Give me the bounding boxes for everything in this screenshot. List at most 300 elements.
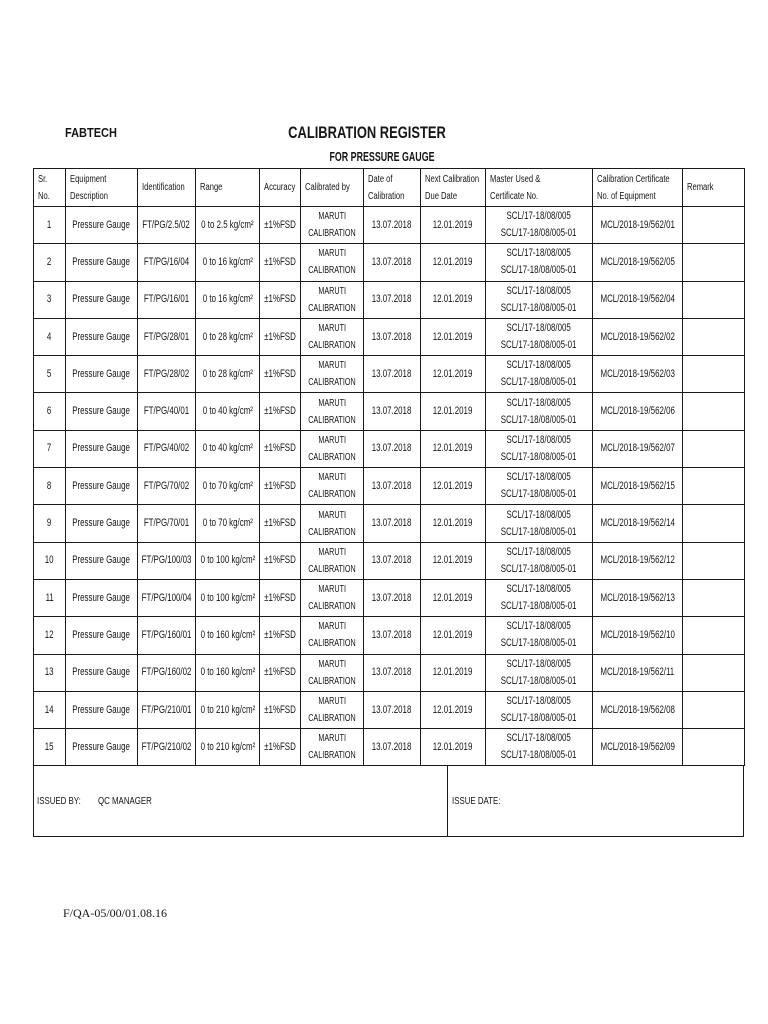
cell-text: 12.01.2019 (433, 255, 473, 268)
cell-calibrated-by (301, 729, 364, 766)
cell-calibrated-by (301, 468, 364, 505)
cell-text: MCL/2018-19/562/03 (600, 367, 675, 380)
cell-text: 13.07.2018 (372, 218, 412, 231)
cell-equipment-description (66, 691, 138, 728)
cell-date-of-calibration (364, 468, 421, 505)
cell-text: 12.01.2019 (433, 740, 473, 753)
cell-text: SCL/17-18/08/005 (506, 359, 572, 372)
form-code: F/QA-05/00/01.08.16 (63, 906, 168, 920)
cell-sr-no (34, 356, 66, 393)
cell-text: SCL/17-18/08/005-01 (501, 339, 577, 352)
cell-text: MARUTI (318, 248, 346, 260)
cell-text: 0 to 160 kg/cm² (200, 666, 255, 679)
cell-sr-no (34, 617, 66, 654)
cell-text: FT/PG/40/01 (143, 405, 190, 418)
cell-calibrated-by (301, 691, 364, 728)
cell-remark (683, 393, 745, 430)
cell-accuracy (260, 244, 301, 281)
cell-text: 0 to 40 kg/cm² (202, 442, 253, 455)
cell-next-calibration-due-date (421, 356, 486, 393)
cell-text: FT/PG/210/01 (141, 703, 192, 716)
cell-text: 12.01.2019 (433, 405, 473, 418)
cell-equipment-description (66, 729, 138, 766)
cell-remark (683, 244, 745, 281)
cell-text: 13.07.2018 (372, 703, 412, 716)
cell-identification (138, 393, 196, 430)
cell-sr-no (34, 468, 66, 505)
column-header-calibration-certificate-no (593, 169, 683, 207)
cell-text: Pressure Gauge (72, 218, 131, 231)
cell-date-of-calibration (364, 654, 421, 691)
document-title: CALIBRATION REGISTER (288, 123, 446, 142)
cell-calibration-certificate-no (593, 356, 683, 393)
cell-sr-no (34, 505, 66, 542)
cell-text: FT/PG/70/02 (143, 479, 190, 492)
cell-text: SCL/17-18/08/005-01 (501, 525, 577, 538)
cell-text: 13 (45, 666, 54, 679)
cell-text: 12.01.2019 (433, 293, 473, 306)
cell-text: SCL/17-18/08/005-01 (501, 301, 577, 314)
column-header-text: Equipment (70, 173, 107, 185)
cell-text: CALIBRATION (308, 228, 356, 240)
issue-footer (33, 766, 744, 837)
cell-date-of-calibration (364, 318, 421, 355)
column-header-text: Master Used & (490, 173, 541, 185)
cell-text: 6 (47, 405, 52, 418)
cell-text: CALIBRATION (308, 638, 356, 650)
cell-identification (138, 430, 196, 467)
cell-text: Pressure Gauge (72, 703, 131, 716)
cell-text: MCL/2018-19/562/01 (600, 218, 675, 231)
column-header-remark (683, 169, 745, 207)
cell-text: SCL/17-18/08/005-01 (501, 376, 577, 389)
cell-text: MARUTI (318, 472, 346, 484)
cell-equipment-description (66, 617, 138, 654)
cell-next-calibration-due-date (421, 654, 486, 691)
cell-text: 12.01.2019 (433, 517, 473, 530)
cell-text: 13.07.2018 (372, 740, 412, 753)
cell-master-used-certificate-no (486, 207, 593, 244)
table-row (34, 579, 745, 616)
cell-calibrated-by (301, 356, 364, 393)
cell-text: MARUTI (318, 546, 346, 558)
cell-text: FT/PG/70/01 (143, 517, 190, 530)
cell-calibrated-by (301, 617, 364, 654)
header-row (34, 169, 745, 207)
cell-text: FT/PG/16/04 (143, 255, 190, 268)
cell-text: 13.07.2018 (372, 628, 412, 641)
cell-text: ±1%FSD (264, 442, 296, 455)
cell-text: SCL/17-18/08/005 (506, 657, 572, 670)
cell-text: ±1%FSD (264, 554, 296, 567)
cell-date-of-calibration (364, 356, 421, 393)
cell-text: CALIBRATION (308, 713, 356, 724)
cell-equipment-description (66, 393, 138, 430)
cell-master-used-certificate-no (486, 318, 593, 355)
cell-text: MCL/2018-19/562/13 (600, 591, 675, 604)
cell-identification (138, 356, 196, 393)
cell-equipment-description (66, 505, 138, 542)
cell-calibrated-by (301, 318, 364, 355)
cell-text: CALIBRATION (308, 526, 356, 538)
cell-calibration-certificate-no (593, 281, 683, 318)
cell-remark (683, 318, 745, 355)
cell-text: CALIBRATION (308, 451, 356, 463)
column-header-text: Description (70, 190, 109, 202)
cell-text: ±1%FSD (264, 330, 296, 343)
cell-text: 13.07.2018 (372, 554, 412, 567)
cell-accuracy (260, 579, 301, 616)
cell-text: 12 (45, 628, 54, 641)
cell-date-of-calibration (364, 505, 421, 542)
cell-text: Pressure Gauge (72, 740, 131, 753)
table-row (34, 207, 745, 244)
cell-text: SCL/17-18/08/005 (506, 396, 572, 409)
cell-calibrated-by (301, 430, 364, 467)
cell-next-calibration-due-date (421, 430, 486, 467)
cell-text: 9 (47, 517, 52, 530)
cell-date-of-calibration (364, 281, 421, 318)
cell-master-used-certificate-no (486, 579, 593, 616)
cell-next-calibration-due-date (421, 617, 486, 654)
cell-text: MARUTI (318, 696, 346, 707)
cell-text: 3 (47, 293, 52, 306)
cell-calibration-certificate-no (593, 729, 683, 766)
cell-remark (683, 729, 745, 766)
cell-text: 12.01.2019 (433, 442, 473, 455)
cell-remark (683, 579, 745, 616)
cell-equipment-description (66, 579, 138, 616)
cell-text: SCL/17-18/08/005 (506, 322, 572, 335)
cell-text: MARUTI (318, 211, 346, 223)
cell-range (196, 468, 260, 505)
cell-text: 15 (45, 740, 54, 753)
cell-text: ±1%FSD (264, 255, 296, 268)
cell-text: 8 (47, 479, 52, 492)
cell-range (196, 393, 260, 430)
cell-remark (683, 356, 745, 393)
cell-master-used-certificate-no (486, 505, 593, 542)
column-header-text: Identification (142, 182, 185, 193)
cell-date-of-calibration (364, 617, 421, 654)
cell-next-calibration-due-date (421, 468, 486, 505)
cell-text: MARUTI (318, 434, 346, 446)
cell-text: Pressure Gauge (72, 367, 131, 380)
cell-calibration-certificate-no (593, 579, 683, 616)
cell-text: CALIBRATION (308, 265, 356, 277)
table-row (34, 356, 745, 393)
column-header-range (196, 169, 260, 207)
cell-text: 12.01.2019 (433, 330, 473, 343)
cell-text: FT/PG/100/03 (141, 554, 192, 567)
cell-date-of-calibration (364, 430, 421, 467)
cell-master-used-certificate-no (486, 691, 593, 728)
cell-next-calibration-due-date (421, 729, 486, 766)
cell-text: ±1%FSD (264, 666, 296, 679)
cell-identification (138, 468, 196, 505)
cell-text: ±1%FSD (264, 218, 296, 231)
cell-text: ±1%FSD (264, 703, 296, 716)
table-row (34, 617, 745, 654)
column-header-text: Certificate No. (490, 190, 539, 202)
cell-text: SCL/17-18/08/005 (506, 284, 572, 297)
cell-calibration-certificate-no (593, 617, 683, 654)
cell-text: SCL/17-18/08/005-01 (501, 450, 577, 463)
cell-equipment-description (66, 281, 138, 318)
cell-master-used-certificate-no (486, 729, 593, 766)
cell-sr-no (34, 393, 66, 430)
cell-date-of-calibration (364, 244, 421, 281)
cell-text: ±1%FSD (264, 591, 296, 604)
cell-text: SCL/17-18/08/005 (506, 695, 572, 707)
cell-text: 0 to 100 kg/cm² (200, 591, 255, 604)
cell-text: MARUTI (318, 584, 346, 596)
table-row (34, 393, 745, 430)
column-header-text: Calibration (368, 190, 405, 202)
cell-text: 7 (47, 442, 52, 455)
cell-text: 2 (47, 255, 52, 268)
cell-text: SCL/17-18/08/005-01 (501, 413, 577, 426)
cell-text: MARUTI (318, 323, 346, 335)
cell-text: MCL/2018-19/562/08 (600, 703, 675, 716)
cell-sr-no (34, 207, 66, 244)
cell-accuracy (260, 318, 301, 355)
cell-text: Pressure Gauge (72, 591, 131, 604)
cell-next-calibration-due-date (421, 505, 486, 542)
cell-text: MARUTI (318, 285, 346, 297)
cell-text: 12.01.2019 (433, 218, 473, 231)
cell-accuracy (260, 281, 301, 318)
column-header-text: Next Calibration (425, 173, 480, 185)
cell-text: SCL/17-18/08/005-01 (501, 749, 577, 762)
cell-text: SCL/17-18/08/005 (506, 508, 572, 521)
cell-text: ±1%FSD (264, 628, 296, 641)
issue-date-label: ISSUE DATE: (452, 795, 501, 808)
cell-sr-no (34, 579, 66, 616)
cell-text: FT/PG/160/02 (141, 666, 192, 679)
table-row (34, 281, 745, 318)
cell-text: ±1%FSD (264, 367, 296, 380)
cell-equipment-description (66, 244, 138, 281)
calibration-register (33, 168, 744, 837)
cell-next-calibration-due-date (421, 393, 486, 430)
cell-equipment-description (66, 542, 138, 579)
cell-range (196, 318, 260, 355)
cell-calibrated-by (301, 244, 364, 281)
cell-remark (683, 430, 745, 467)
cell-text: MCL/2018-19/562/10 (600, 628, 675, 641)
cell-calibration-certificate-no (593, 691, 683, 728)
cell-equipment-description (66, 468, 138, 505)
cell-text: Pressure Gauge (72, 442, 131, 455)
cell-text: Pressure Gauge (72, 293, 131, 306)
cell-text: 0 to 160 kg/cm² (200, 628, 255, 641)
cell-sr-no (34, 691, 66, 728)
cell-master-used-certificate-no (486, 356, 593, 393)
cell-calibration-certificate-no (593, 244, 683, 281)
cell-range (196, 579, 260, 616)
cell-text: 12.01.2019 (433, 367, 473, 380)
cell-range (196, 542, 260, 579)
cell-text: ±1%FSD (264, 479, 296, 492)
cell-master-used-certificate-no (486, 617, 593, 654)
cell-master-used-certificate-no (486, 654, 593, 691)
cell-text: MCL/2018-19/562/06 (600, 405, 675, 418)
cell-text: SCL/17-18/08/005-01 (501, 562, 577, 575)
cell-text: Pressure Gauge (72, 479, 131, 492)
cell-range (196, 617, 260, 654)
column-header-text: Accuracy (264, 182, 296, 193)
column-header-text: Due Date (425, 190, 458, 202)
cell-text: MCL/2018-19/562/05 (600, 255, 675, 268)
table-row (34, 729, 745, 766)
cell-next-calibration-due-date (421, 207, 486, 244)
cell-remark (683, 281, 745, 318)
cell-text: Pressure Gauge (72, 255, 131, 268)
cell-text: Pressure Gauge (72, 554, 131, 567)
cell-date-of-calibration (364, 691, 421, 728)
cell-text: ±1%FSD (264, 740, 296, 753)
cell-text: MCL/2018-19/562/14 (600, 517, 675, 530)
table-row (34, 691, 745, 728)
cell-text: SCL/17-18/08/005 (506, 583, 572, 596)
cell-text: MARUTI (318, 621, 346, 633)
cell-identification (138, 281, 196, 318)
cell-text: 13.07.2018 (372, 666, 412, 679)
cell-text: CALIBRATION (308, 302, 356, 314)
cell-calibration-certificate-no (593, 468, 683, 505)
cell-date-of-calibration (364, 207, 421, 244)
cell-remark (683, 207, 745, 244)
cell-text: 13.07.2018 (372, 330, 412, 343)
cell-remark (683, 617, 745, 654)
cell-text: 12.01.2019 (433, 666, 473, 679)
cell-text: 0 to 70 kg/cm² (202, 479, 253, 492)
column-header-text: No. of Equipment (597, 190, 656, 202)
cell-text: 13.07.2018 (372, 367, 412, 380)
cell-accuracy (260, 691, 301, 728)
cell-text: 0 to 28 kg/cm² (202, 367, 253, 380)
cell-text: SCL/17-18/08/005 (506, 732, 572, 745)
cell-calibration-certificate-no (593, 430, 683, 467)
cell-master-used-certificate-no (486, 393, 593, 430)
cell-text: 11 (45, 591, 54, 604)
cell-master-used-certificate-no (486, 542, 593, 579)
cell-text: MARUTI (318, 509, 346, 521)
cell-text: ±1%FSD (264, 293, 296, 306)
cell-text: SCL/17-18/08/005-01 (501, 637, 577, 650)
cell-text: 0 to 28 kg/cm² (202, 330, 253, 343)
cell-accuracy (260, 617, 301, 654)
cell-text: 13.07.2018 (372, 479, 412, 492)
cell-text: 12.01.2019 (433, 703, 473, 716)
cell-text: MCL/2018-19/562/09 (600, 740, 675, 753)
cell-text: 0 to 2.5 kg/cm² (201, 218, 254, 231)
cell-text: 4 (47, 330, 52, 343)
cell-sr-no (34, 729, 66, 766)
cell-accuracy (260, 729, 301, 766)
cell-range (196, 430, 260, 467)
cell-text: CALIBRATION (308, 377, 356, 389)
cell-next-calibration-due-date (421, 691, 486, 728)
cell-remark (683, 505, 745, 542)
cell-text: FT/PG/210/02 (141, 740, 192, 753)
cell-next-calibration-due-date (421, 244, 486, 281)
table-row (34, 244, 745, 281)
cell-text: 0 to 16 kg/cm² (202, 293, 253, 306)
cell-identification (138, 505, 196, 542)
cell-text: 12.01.2019 (433, 554, 473, 567)
cell-text: 12.01.2019 (433, 591, 473, 604)
column-header-text: Range (200, 182, 223, 193)
cell-equipment-description (66, 207, 138, 244)
cell-calibration-certificate-no (593, 207, 683, 244)
cell-master-used-certificate-no (486, 281, 593, 318)
document-subtitle: FOR PRESSURE GAUGE (329, 150, 435, 164)
cell-text: CALIBRATION (308, 340, 356, 352)
cell-text: CALIBRATION (308, 489, 356, 501)
company-name: FABTECH (65, 126, 117, 140)
column-header-sr-no (34, 169, 66, 207)
cell-text: CALIBRATION (308, 675, 356, 687)
cell-next-calibration-due-date (421, 318, 486, 355)
cell-text: 12.01.2019 (433, 628, 473, 641)
cell-master-used-certificate-no (486, 430, 593, 467)
cell-text: SCL/17-18/08/005-01 (501, 600, 577, 613)
cell-text: 13.07.2018 (372, 442, 412, 455)
column-header-text: Date of (368, 173, 393, 185)
cell-date-of-calibration (364, 579, 421, 616)
cell-text: SCL/17-18/08/005-01 (501, 227, 577, 240)
cell-remark (683, 468, 745, 505)
cell-text: SCL/17-18/08/005 (506, 620, 572, 633)
cell-text: FT/PG/40/02 (143, 442, 190, 455)
cell-text: 5 (47, 367, 52, 380)
cell-text: CALIBRATION (308, 563, 356, 575)
cell-sr-no (34, 244, 66, 281)
cell-text: 0 to 16 kg/cm² (202, 255, 253, 268)
cell-remark (683, 691, 745, 728)
cell-date-of-calibration (364, 729, 421, 766)
column-header-calibrated-by (301, 169, 364, 207)
cell-text: Pressure Gauge (72, 666, 131, 679)
cell-text: 13.07.2018 (372, 591, 412, 604)
cell-equipment-description (66, 430, 138, 467)
column-header-date-of-calibration (364, 169, 421, 207)
column-header-text: Sr. (38, 173, 48, 185)
column-header-text: Calibrated by (305, 182, 350, 193)
cell-text: 0 to 70 kg/cm² (202, 517, 253, 530)
table-row (34, 468, 745, 505)
cell-calibrated-by (301, 654, 364, 691)
cell-calibrated-by (301, 579, 364, 616)
cell-text: MCL/2018-19/562/11 (600, 666, 675, 679)
cell-remark (683, 654, 745, 691)
column-header-text: Remark (687, 182, 714, 193)
column-header-accuracy (260, 169, 301, 207)
table-row (34, 542, 745, 579)
cell-text: 14 (45, 703, 54, 716)
cell-text: SCL/17-18/08/005-01 (501, 264, 577, 277)
cell-text: 13.07.2018 (372, 517, 412, 530)
cell-accuracy (260, 393, 301, 430)
cell-text: 0 to 210 kg/cm² (200, 703, 255, 716)
column-header-master-used-certificate-no (486, 169, 593, 207)
cell-calibration-certificate-no (593, 654, 683, 691)
cell-text: SCL/17-18/08/005 (506, 247, 572, 260)
cell-range (196, 654, 260, 691)
cell-accuracy (260, 468, 301, 505)
